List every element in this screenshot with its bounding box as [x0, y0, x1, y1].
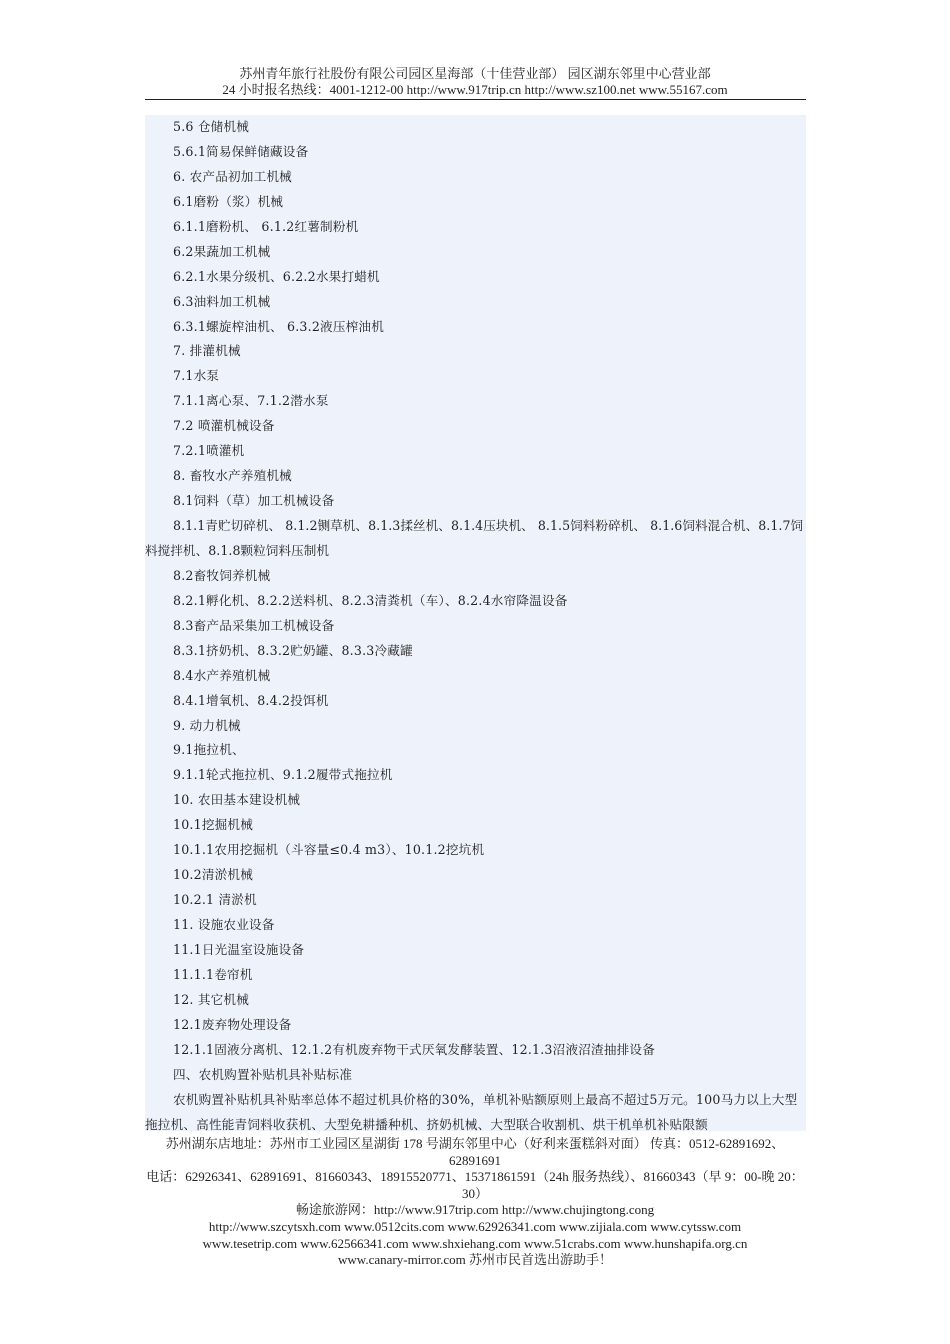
footer-address: 苏州湖东店地址：苏州市工业园区星湖街 178 号湖东邻里中心（好利来蛋糕斜对面） 传真：0512-62891692、62891691 — [165, 1136, 785, 1168]
section-heading: 四、农机购置补贴机具补贴标准 — [173, 1066, 353, 1082]
list-item: 9.1.1轮式拖拉机、9.1.2履带式拖拉机 — [173, 767, 393, 783]
list-item: 7.2.1喷灌机 — [173, 443, 245, 459]
footer-website-3: www.tesetrip.com www.62566341.com www.shxiehang.com www.51crabs.com www.hunshapifa.org.cn — [202, 1235, 748, 1251]
footer-website-2: http://www.szcytsxh.com www.0512cits.com www.62926341.com www.zijiala.com www.cytssw.com — [208, 1218, 742, 1234]
list-item: 6. 农产品初加工机械 — [173, 168, 292, 184]
list-item: 12.1废弃物处理设备 — [173, 1016, 292, 1032]
paragraph-feed-machines: 8.1.1青贮切碎机、 8.1.2铡草机、8.1.3揉丝机、8.1.4压块机、 8.1.5饲料粉碎机、 8.1.6饲料混合机、8.1.7饲料搅拌机、8.1.8颗粒饲料压制机 — [145, 518, 804, 558]
list-item: 12. 其它机械 — [173, 991, 250, 1007]
footer-website-4: www.canary-mirror.com 苏州市民首选出游助手！ — [338, 1252, 612, 1268]
paragraph-subsidy-standard: 农机购置补贴机具补贴率总体不超过机具价格的30%，单机补贴额原则上最高不超过5万元。100马力以上大型拖拉机、高性能青饲料收获机、大型免耕播种机、挤奶机械、大型联合收割机、烘干机单机补贴限额 — [145, 1091, 798, 1132]
list-item: 6.3油料加工机械 — [173, 293, 271, 309]
list-item: 10.2.1 清淤机 — [173, 892, 257, 908]
list-item: 11.1日光温室设施设备 — [173, 941, 305, 957]
list-item: 10. 农田基本建设机械 — [173, 792, 301, 808]
footer-website-1: 畅途旅游网：http://www.917trip.com http://www.chujingtong.cong — [295, 1202, 655, 1218]
list-item: 6.2果蔬加工机械 — [173, 243, 271, 259]
list-item: 8.3畜产品采集加工机械设备 — [173, 617, 335, 633]
list-item: 11.1.1卷帘机 — [173, 966, 253, 982]
list-item: 10.1.1农用挖掘机（斗容量≤0.4 m3）、10.1.2挖坑机 — [173, 842, 485, 858]
list-item: 12.1.1固液分离机、12.1.2有机废弃物干式厌氧发酵装置、12.1.3沼液沼渣抽排设备 — [173, 1041, 655, 1057]
document-body — [145, 115, 806, 1131]
list-item: 10.1挖掘机械 — [173, 817, 254, 833]
list-item: 5.6.1简易保鲜储藏设备 — [173, 143, 309, 159]
list-item: 7. 排灌机械 — [173, 343, 241, 359]
footer-phone: 电话：62926341、62891691、81660343、18915520771、15371861591（24h 服务热线）、81660343（早 9：00-晚 20：30） — [146, 1169, 804, 1201]
list-item: 8.3.1挤奶机、8.3.2贮奶罐、8.3.3冷藏罐 — [173, 642, 413, 658]
list-item: 5.6 仓储机械 — [173, 119, 250, 134]
list-item: 7.2 喷灌机械设备 — [173, 418, 275, 434]
list-item: 6.1.1磨粉机、 6.1.2红薯制粉机 — [173, 218, 359, 234]
header-company-line: 苏州青年旅行社股份有限公司园区星海部（十佳营业部） 园区湖东邻里中心营业部 — [239, 66, 711, 81]
list-item: 7.1水泵 — [173, 368, 220, 384]
list-item: 7.1.1离心泵、7.1.2潜水泵 — [173, 393, 329, 409]
list-item: 8.2.1孵化机、8.2.2送料机、8.2.3清粪机（车）、8.2.4水帘降温设备 — [173, 592, 568, 608]
page-footer — [145, 1136, 805, 1269]
list-item: 9. 动力机械 — [173, 717, 241, 733]
list-item: 6.3.1螺旋榨油机、 6.3.2液压榨油机 — [173, 318, 385, 334]
page-header — [145, 66, 805, 98]
header-divider — [145, 99, 806, 100]
header-hotline-line: 24 小时报名热线：4001-1212-00 http://www.917trip.cn http://www.sz100.net www.55167.com — [222, 82, 728, 97]
list-item: 8.4.1增氧机、8.4.2投饵机 — [173, 692, 329, 708]
list-item: 10.2清淤机械 — [173, 867, 254, 883]
list-item: 6.1磨粉（浆）机械 — [173, 193, 284, 209]
list-item: 9.1拖拉机、 — [173, 742, 245, 758]
list-item: 8.2畜牧饲养机械 — [173, 567, 271, 583]
list-item: 6.2.1水果分级机、6.2.2水果打蜡机 — [173, 268, 380, 284]
list-item: 8.1饲料（草）加工机械设备 — [173, 493, 335, 509]
list-item: 8.4水产养殖机械 — [173, 667, 271, 683]
list-item: 8. 畜牧水产养殖机械 — [173, 468, 292, 484]
list-item: 11. 设施农业设备 — [173, 917, 275, 933]
